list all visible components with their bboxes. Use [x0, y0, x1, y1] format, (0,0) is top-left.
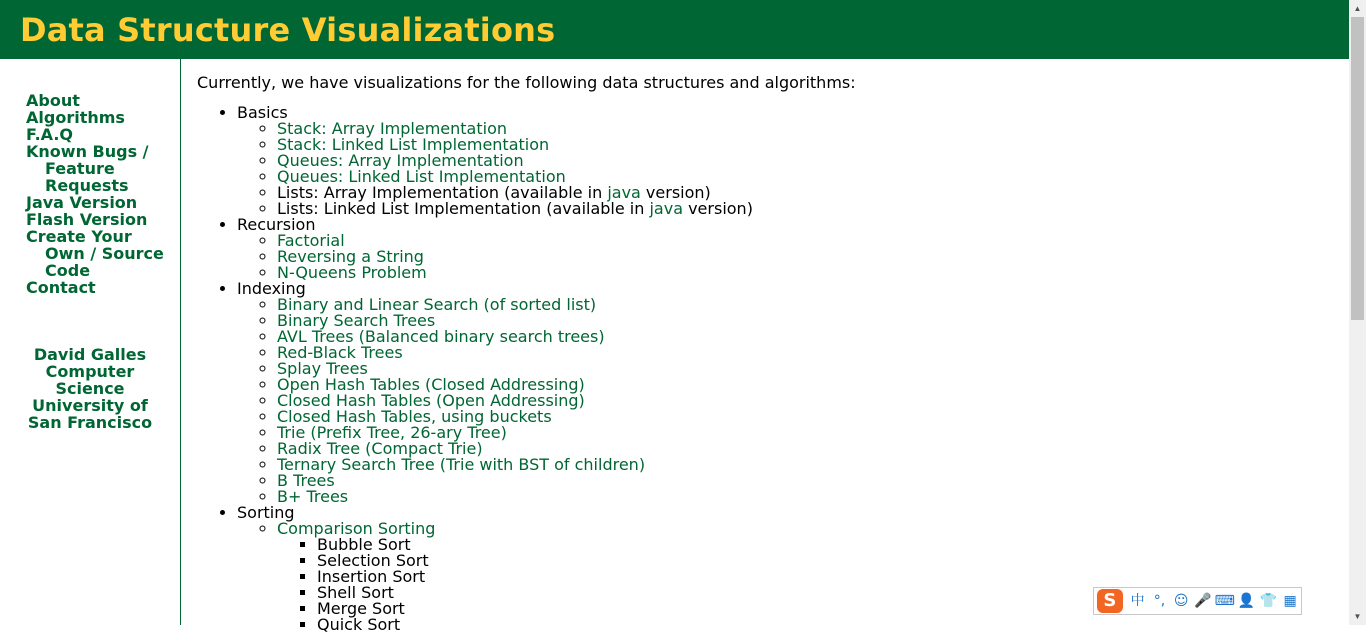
sogou-logo-icon[interactable]: S — [1097, 589, 1123, 613]
link-ternary-search-tree[interactable]: Ternary Search Tree (Trie with BST of children) — [277, 455, 646, 474]
ime-mode-button[interactable]: 中 — [1130, 593, 1145, 609]
nav-flash-version[interactable]: Flash Version — [26, 210, 148, 229]
nav-algorithms[interactable]: Algorithms — [26, 108, 125, 127]
version-suffix: version) — [640, 183, 711, 202]
author-department: Computer Science — [45, 362, 135, 398]
main-content — [197, 73, 1337, 633]
link-comparison-sorting[interactable]: Comparison Sorting — [277, 519, 436, 538]
category-title: Sorting — [237, 503, 295, 522]
link-reversing-string[interactable]: Reversing a String — [277, 247, 424, 266]
sort-insertion: ▪ Insertion Sort — [317, 569, 1337, 585]
category-recursion — [237, 217, 1337, 281]
category-list — [197, 105, 1337, 633]
link-closed-hash-buckets[interactable]: Closed Hash Tables, using buckets — [277, 407, 552, 426]
sort-selection: ▪ Selection Sort — [317, 553, 1337, 569]
link-trie[interactable]: Trie (Prefix Tree, 26-ary Tree) — [277, 423, 507, 442]
category-title: Basics — [237, 103, 288, 122]
link-closed-hash[interactable]: Closed Hash Tables (Open Addressing) — [277, 391, 585, 410]
list-item — [277, 201, 1337, 217]
java-link[interactable]: java — [607, 183, 641, 202]
list-item — [277, 345, 1337, 361]
scroll-thumb[interactable] — [1351, 17, 1364, 320]
sorting-list — [237, 521, 1337, 633]
version-suffix: version) — [683, 199, 753, 218]
sort-quick: ▪ Quick Sort — [317, 617, 1337, 633]
list-item — [277, 233, 1337, 249]
scroll-up-arrow-icon[interactable]: ▲ — [1353, 4, 1362, 13]
nav-java-version[interactable]: Java Version — [26, 193, 138, 212]
nav-create-your-own[interactable]: Create Your Own / Source Code — [26, 227, 164, 280]
vertical-scrollbar[interactable] — [1349, 0, 1366, 625]
category-title: Indexing — [237, 279, 306, 298]
nav-contact[interactable]: Contact — [26, 278, 96, 297]
link-bst[interactable]: Binary Search Trees — [277, 311, 436, 330]
sidebar — [0, 59, 181, 625]
indexing-list — [237, 297, 1337, 505]
link-avl-trees[interactable]: AVL Trees (Balanced binary search trees) — [277, 327, 605, 346]
list-item — [277, 249, 1337, 265]
link-queue-linked-list[interactable]: Queues: Linked List Implementation — [277, 167, 566, 186]
author-name: David Galles — [33, 345, 147, 364]
list-item — [277, 457, 1337, 473]
list-item — [277, 297, 1337, 313]
category-indexing — [237, 281, 1337, 505]
microphone-icon[interactable]: 🎤 — [1194, 593, 1212, 609]
ime-toolbar — [1093, 587, 1302, 615]
page-title: Data Structure Visualizations — [20, 11, 556, 49]
java-link[interactable]: java — [649, 199, 683, 218]
comparison-sort-list — [277, 537, 1337, 633]
recursion-list — [237, 233, 1337, 281]
link-b-trees[interactable]: B Trees — [277, 471, 335, 490]
nav-about[interactable]: About — [26, 91, 80, 110]
link-stack-linked-list[interactable]: Stack: Linked List Implementation — [277, 135, 550, 154]
list-item — [277, 489, 1337, 505]
link-radix-tree[interactable]: Radix Tree (Compact Trie) — [277, 439, 483, 458]
link-stack-array[interactable]: Stack: Array Implementation — [277, 119, 507, 138]
link-factorial[interactable]: Factorial — [277, 231, 345, 250]
basics-list — [237, 121, 1337, 217]
link-red-black-trees[interactable]: Red-Black Trees — [277, 343, 403, 362]
list-item — [277, 329, 1337, 345]
sort-shell: ▪ Shell Sort — [317, 585, 1337, 601]
keyboard-icon[interactable]: ⌨ — [1214, 593, 1235, 609]
sort-merge: ▪ Merge Sort — [317, 601, 1337, 617]
category-basics — [237, 105, 1337, 217]
skin-icon[interactable]: 👕 — [1259, 593, 1278, 609]
list-item — [277, 265, 1337, 281]
menu-grid-icon[interactable]: ▦ — [1283, 593, 1297, 609]
link-open-hash[interactable]: Open Hash Tables (Closed Addressing) — [277, 375, 585, 394]
sort-bubble: ▪ Bubble Sort — [317, 537, 1337, 553]
author-info — [0, 346, 180, 431]
nav-known-bugs[interactable]: Known Bugs / Feature Requests — [26, 142, 149, 195]
link-n-queens[interactable]: N-Queens Problem — [277, 263, 427, 282]
category-title: Recursion — [237, 215, 316, 234]
link-splay-trees[interactable]: Splay Trees — [277, 359, 368, 378]
list-item — [277, 521, 1337, 633]
scroll-down-arrow-icon[interactable]: ▼ — [1353, 612, 1362, 621]
page-header — [0, 0, 1349, 59]
sidebar-nav — [26, 92, 176, 296]
intro-text: Currently, we have visualizations for the following data structures and algorithms: — [197, 73, 856, 92]
emoji-icon[interactable]: ☺ — [1173, 593, 1189, 609]
lists-linked-text: Lists: Linked List Implementation (available in — [277, 199, 650, 218]
author-university: University of San Francisco — [27, 396, 153, 432]
lists-array-text: Lists: Array Implementation (available in — [277, 183, 608, 202]
nav-faq[interactable]: F.A.Q — [26, 125, 74, 144]
link-binary-linear-search[interactable]: Binary and Linear Search (of sorted list) — [277, 295, 597, 314]
link-b-plus-trees[interactable]: B+ Trees — [277, 487, 349, 506]
list-item — [277, 473, 1337, 489]
user-icon[interactable]: 👤 — [1237, 593, 1256, 609]
punctuation-icon[interactable]: °, — [1153, 593, 1166, 609]
link-queue-array[interactable]: Queues: Array Implementation — [277, 151, 524, 170]
